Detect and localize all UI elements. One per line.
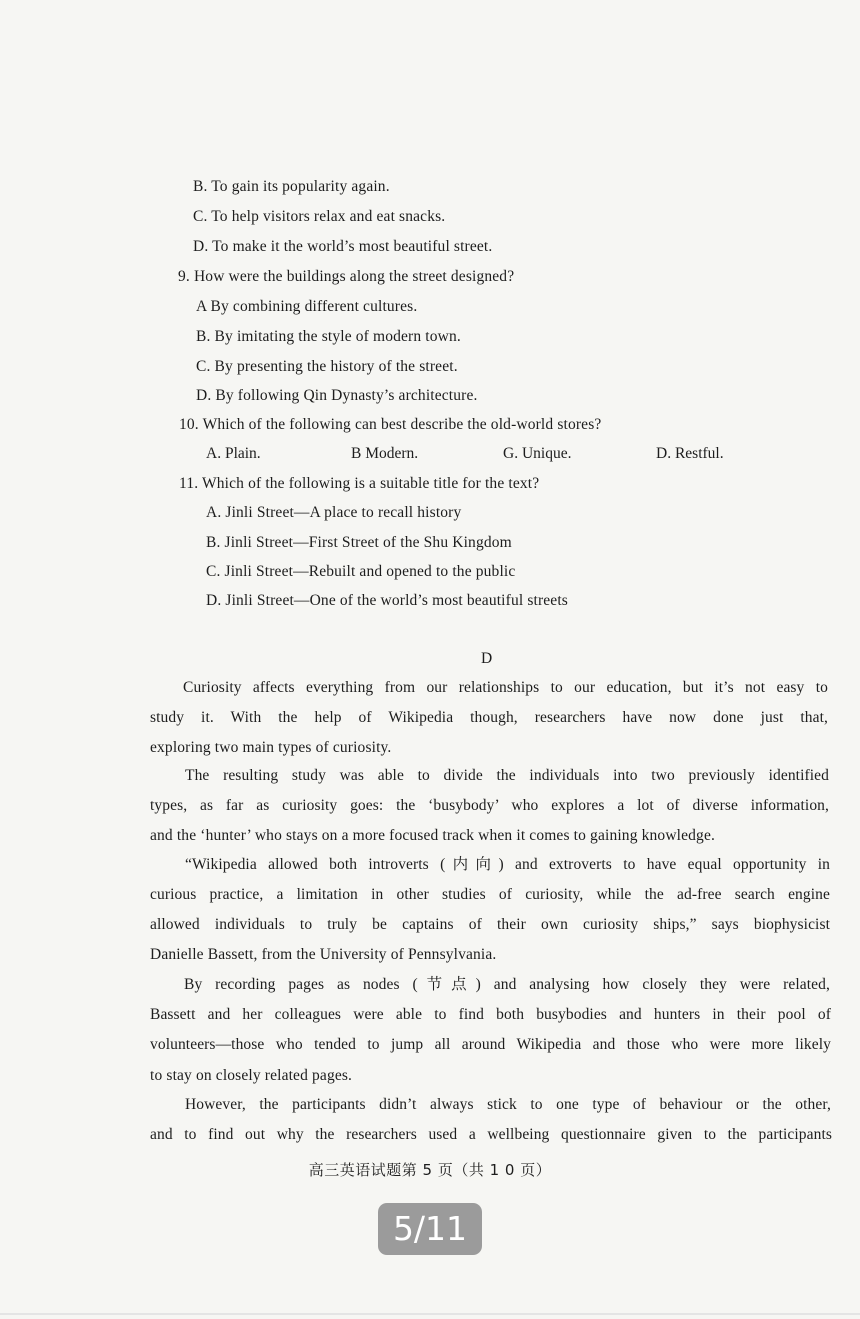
paragraph-1-line-2: study it. With the help of Wikipedia though, researchers have now done just that, xyxy=(150,709,828,726)
q10-option-d: D. Restful. xyxy=(656,445,724,462)
q9-option-a: A By combining different cultures. xyxy=(196,298,418,315)
q10-question: 10. Which of the following can best describe the old-world stores? xyxy=(179,416,602,433)
paragraph-2-line-2: types, as far as curiosity goes: the ‘busybody’ who explores a lot of diverse information, xyxy=(150,797,829,814)
paragraph-4-line-3: volunteers—those who tended to jump all around Wikipedia and those who were more likely xyxy=(150,1036,831,1053)
q9-option-b: B. By imitating the style of modern town. xyxy=(196,328,461,345)
paragraph-4-line-2: Bassett and her colleagues were able to find both busybodies and hunters in their pool of xyxy=(150,1006,831,1023)
q11-option-a: A. Jinli Street—A place to recall history xyxy=(206,504,462,521)
q9-option-c: C. By presenting the history of the street. xyxy=(196,358,458,375)
page-footer: 高三英语试题第 5 页（共 1 0 页） xyxy=(308,1161,552,1179)
paragraph-2-line-1: The resulting study was able to divide the individuals into two previously identified xyxy=(185,767,829,784)
paragraph-3-line-4: Danielle Bassett, from the University of Pennsylvania. xyxy=(150,946,497,963)
paragraph-5-line-1: However, the participants didn’t always stick to one type of behaviour or the other, xyxy=(185,1096,831,1113)
paragraph-2-line-3: and the ‘hunter’ who stays on a more focused track when it comes to gaining knowledge. xyxy=(150,827,716,844)
q9-option-d: D. By following Qin Dynasty’s architecture. xyxy=(196,387,478,404)
paragraph-4-line-1: By recording pages as nodes (节点) and analysing how closely they were related, xyxy=(184,976,830,993)
paragraph-5-line-2: and to find out why the researchers used a wellbeing questionnaire given to the participants xyxy=(150,1126,832,1143)
q11-option-c: C. Jinli Street—Rebuilt and opened to the public xyxy=(206,563,516,580)
paragraph-1-line-1: Curiosity affects everything from our relationships to our education, but it’s not easy to xyxy=(183,679,828,696)
q10-option-a: A. Plain. xyxy=(206,445,261,462)
paragraph-1-line-3: exploring two main types of curiosity. xyxy=(150,739,392,756)
q9-question: 9. How were the buildings along the street designed? xyxy=(178,268,515,285)
paragraph-4-line-4: to stay on closely related pages. xyxy=(150,1067,353,1084)
section-heading: D xyxy=(481,650,493,667)
page-indicator-badge: 5/11 xyxy=(378,1203,482,1255)
q10-option-b: B Modern. xyxy=(351,445,419,462)
bottom-divider xyxy=(0,1313,860,1315)
q11-option-d: D. Jinli Street—One of the world’s most beautiful streets xyxy=(206,592,568,609)
q8-option-c: C. To help visitors relax and eat snacks. xyxy=(193,208,446,225)
q8-option-d: D. To make it the world’s most beautiful street. xyxy=(193,238,493,255)
q11-question: 11. Which of the following is a suitable title for the text? xyxy=(179,475,540,492)
paragraph-3-line-1: “Wikipedia allowed both introverts (内向) and extroverts to have equal opportunity in xyxy=(185,856,830,873)
paragraph-3-line-2: curious practice, a limitation in other studies of curiosity, while the ad-free search engine xyxy=(150,886,830,903)
q10-options-row xyxy=(0,444,860,464)
q8-option-b: B. To gain its popularity again. xyxy=(193,178,390,195)
q11-option-b: B. Jinli Street—First Street of the Shu Kingdom xyxy=(206,534,512,551)
q10-option-c: G. Unique. xyxy=(503,445,572,462)
paragraph-3-line-3: allowed individuals to truly be captains of their own curiosity ships,” says biophysicist xyxy=(150,916,830,933)
